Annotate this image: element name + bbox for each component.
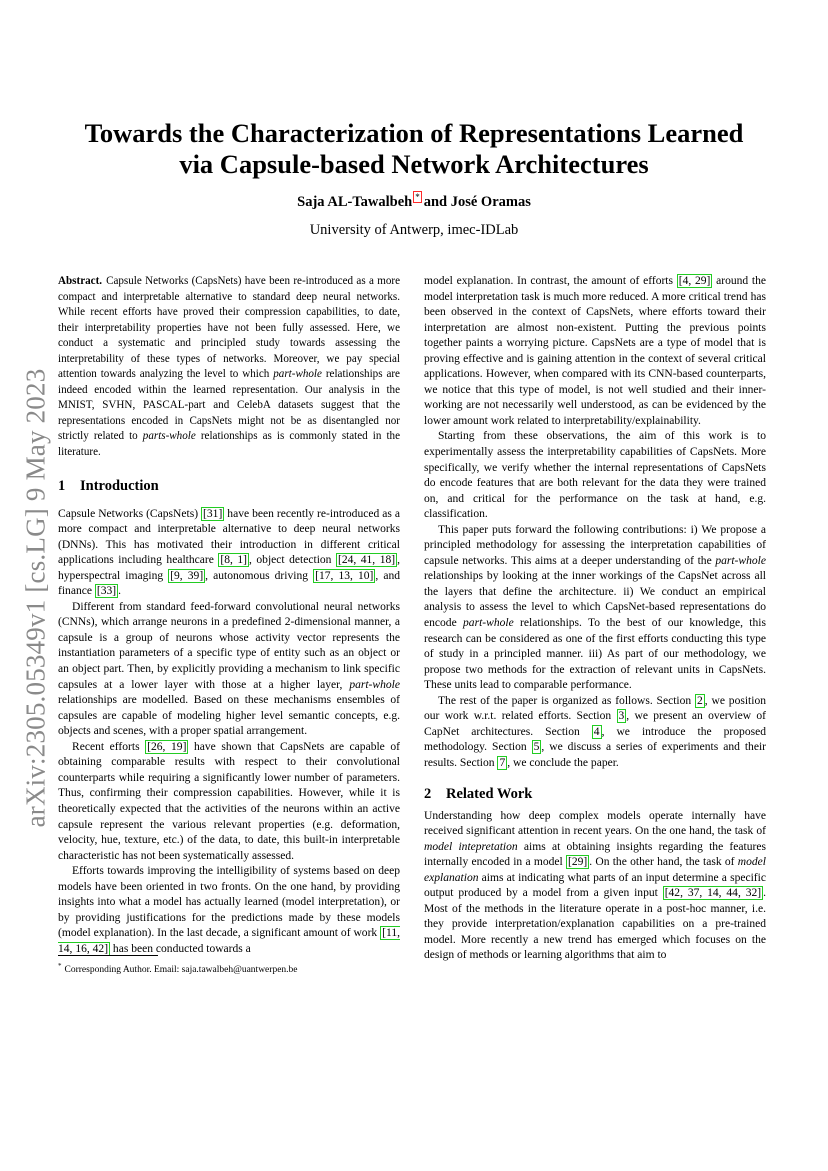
intro-paragraph-7: This paper puts forward the following contributions: i) We propose a principled methodology for assessing the interpretation capabilities of capsule networks. This aims at a deeper understanding of the part-whole relationships by looking at the inner workings of the CapsNet across all the layers that define the architecture. ii) We conduct an empirical analysis to assess the level to which CapsNet-based representations do encode part-whole relationships. To the best of our knowledge, this research can be considered as one of the first efforts conducting this type of study in a principled manner. iii) As part of our methodology, we propose two methods for the extraction of relevant units in CapsNets. These units lead to comparable performance. bbox=[424, 523, 766, 692]
arxiv-stamp: arXiv:2305.05349v1 [cs.LG] 9 May 2023 bbox=[20, 368, 51, 828]
section-link[interactable]: 4 bbox=[593, 725, 600, 738]
authors bbox=[0, 192, 828, 211]
citation-link[interactable]: [33] bbox=[96, 585, 117, 598]
related-work-paragraph: Understanding how deep complex models operate internally have received significant attention in recent years. On the one hand, the task of model intepretation aims at obtaining insights regarding the features internally encoded in a model [29] . On the other hand, the task of model explanation aims at indicating what parts of an input determine a specific output produced by a model from a given input [42, 37, 14, 44, 32] . Most of the methods in the literature operate in a post-hoc manner, i.e. they provide interpretation/explanation capabilities on a pre-trained model. More recently a new trend has emerged which focuses on the design of methods or learning algorithms that aim to bbox=[424, 809, 766, 962]
citation-link[interactable]: [9, 39] bbox=[170, 569, 204, 582]
section-link[interactable]: 5 bbox=[533, 741, 540, 754]
intro-paragraph-1: Capsule Networks (CapsNets) [31] have been recently re-introduced as a more compact and interpretable alternative to deep neural networks (DNNs). This has motivated their introduction in different critical applications including healthcare [8, 1] , object detection [24, 41, 18] , hyperspectral imaging [9, 39] , autonomous driving [17, 13, 10] , and finance [33] . bbox=[58, 507, 400, 598]
section-link[interactable]: 3 bbox=[618, 710, 625, 723]
affiliation: University of Antwerp, imec-IDLab bbox=[309, 222, 519, 238]
intro-paragraph-5: model explanation. In contrast, the amount of efforts [4, 29] around the model interpretation task is much more reduced. A more critical trend has been observed in the context of CapsNets, where efforts toward their interpretation are almost non-existent. Putting the previous points together paints a worrying picture. CapsNets are a type of model that is proving effective and is gaining attention in the context of several critical applications. However, when compared with its CNN-based counterparts, we notice that this type of model, is not well studied and their inner-working are not necessarily well understood, as can be evidenced by the lower amount work related to interpretability/explainability. bbox=[424, 275, 766, 427]
footnote-mark-link[interactable]: * bbox=[415, 192, 420, 202]
left-column bbox=[58, 274, 400, 957]
right-column bbox=[424, 274, 766, 964]
footnote: * Corresponding Author. Email: saja.tawalbeh@uantwerpen.be bbox=[58, 962, 298, 976]
section-heading-introduction: 1 Introduction bbox=[58, 477, 159, 494]
citation-link[interactable]: [8, 1] bbox=[220, 554, 248, 567]
section-link[interactable]: 2 bbox=[697, 694, 703, 707]
footnote-rule bbox=[58, 955, 158, 956]
citation-link[interactable]: [24, 41, 18] bbox=[337, 554, 396, 567]
abstract: Abstract. Capsule Networks (CapsNets) have been re-introduced as a more compact and interpretable alternative to standard deep neural networks. While recent efforts have proved their compression capabilities, to date, their interpretability properties have not been fully assessed. Here, we conduct a systematic and principled study towards assessing the interpretability of these types of networks. Moreover, we pay special attention towards analyzing the level to which part-whole relationships are indeed encoded within the learned representation. Our analysis in the MNIST, SVHN, PASCAL-part and CelebA datasets suggest that the representations encoded in CapsNets might not be as disentangled nor strictly related to parts-whole relationships as is commonly stated in the literature. bbox=[58, 275, 400, 459]
intro-paragraph-3: Recent efforts [26, 19] have shown that CapsNets are capable of obtaining comparable results with respect to their convolutional counterparts while requiring a significantly lower number of parameters. Thus, confirming their compression capabilities. However, while it is theoretically expected that the activities of the neurons within an active capsule represent the various relevant properties (e.g. deformation, velocity, hue, texture, etc.) of the data, to date, this built-in interpretable characteristic has not been systematically assessed. bbox=[58, 740, 400, 862]
abstract-label: Abstract. bbox=[58, 275, 103, 287]
citation-link[interactable]: [17, 13, 10] bbox=[315, 569, 374, 582]
citation-link[interactable]: [42, 37, 14, 44, 32] bbox=[664, 887, 762, 900]
intro-paragraph-4: Efforts towards improving the intelligibility of systems based on deep models have been oriented in two fronts. On the one hand, by providing insights into what a model has actually learned (model interpretation), or by providing justifications for the predictions made by these models (model explanation). In the last decade, a significant amount of work [11, 14, 16, 42] has been conducted towards a bbox=[58, 865, 400, 955]
paper-title: Towards the Characterization of Representations Learned via Capsule-based Network Architectures bbox=[84, 118, 744, 179]
citation-link[interactable]: [29] bbox=[567, 856, 588, 869]
author-2: and José Oramas bbox=[423, 193, 531, 210]
intro-paragraph-2: Different from standard feed-forward convolutional neural networks (CNNs), which arrange neurons in a predefined 2-dimensional manner, a capsule is a group of neurons whose activity vector represents the instantiation parameters of a specific type of entity such as an object or an object part. Then, by explicitly providing a mechanism to link specific capsules at a lower layer with those at a higher layer, part-whole relationships are modelled. Based on these mechanisms ensembles of capsules are capable of modeling higher level semantic concepts, e.g. objects and scenes, with a proper spatial arrangement. bbox=[58, 600, 400, 738]
author-1: Saja AL-Tawalbeh bbox=[297, 193, 413, 210]
section-heading-related-work: 2 Related Work bbox=[424, 785, 533, 802]
intro-paragraph-8: The rest of the paper is organized as follows. Section 2 , we position our work w.r.t. related efforts. Section 3 , we present an overview of CapNet architectures. Section 4 , we introduce the proposed methodology. Section 5 , we discuss a series of experiments and their results. Section 7 , we conclude the paper. bbox=[424, 694, 767, 769]
citation-link[interactable]: [4, 29] bbox=[678, 275, 711, 287]
section-link[interactable]: 7 bbox=[499, 756, 506, 769]
citation-link[interactable]: [11, 14, 16, 42] bbox=[58, 927, 400, 955]
citation-link[interactable]: [26, 19] bbox=[147, 740, 187, 753]
citation-link[interactable]: [31] bbox=[203, 507, 223, 520]
intro-paragraph-6: Starting from these observations, the aim of this work is to experimentally assess the interpretability capabilities of CapsNets. More specifically, we verify whether the internal representations of CapsNets do encode features that are both relevant for the data they were trained on, and critical for the performance on the task at hand, e.g. classification. bbox=[424, 430, 766, 521]
